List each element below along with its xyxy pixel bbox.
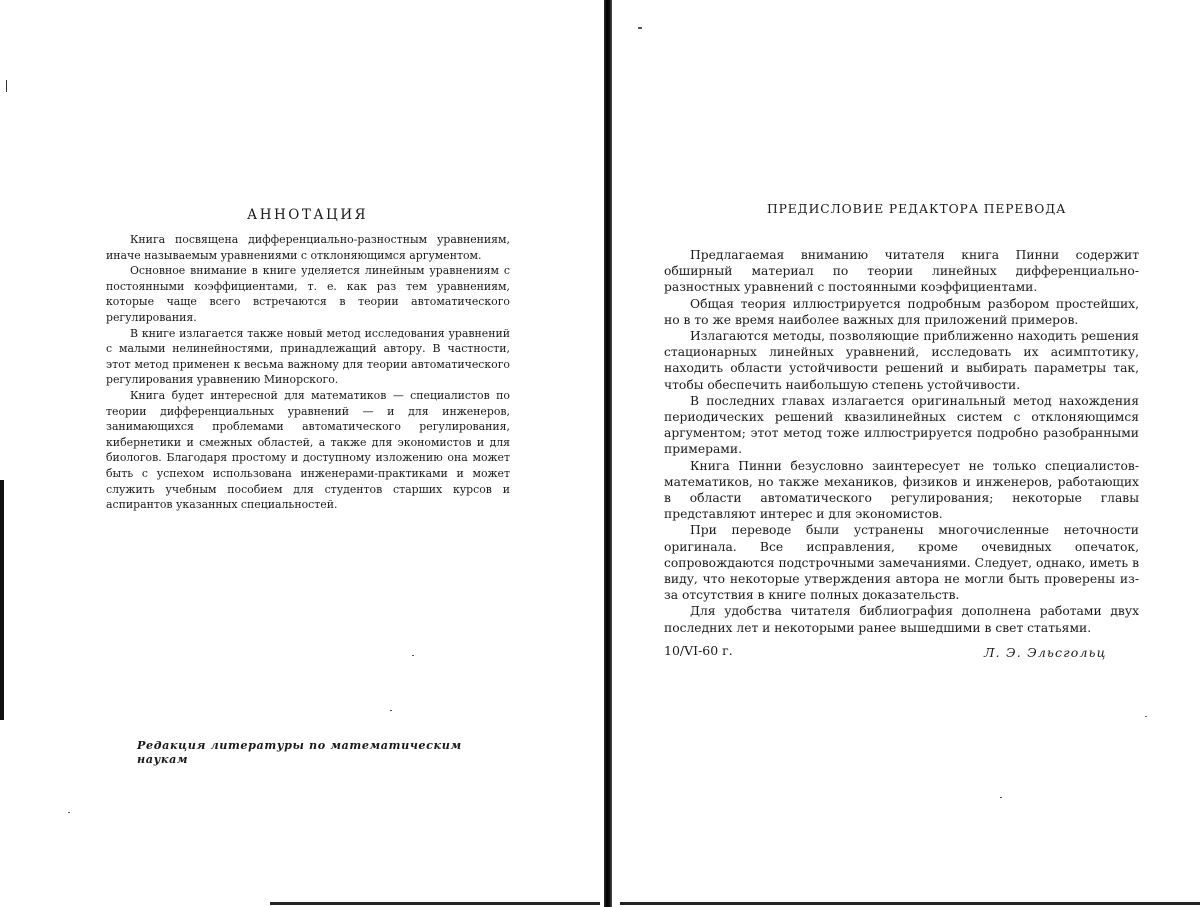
preface-paragraph: Предлагаемая вниманию читателя книга Пинни содержит обширный материал по теории линейных дифференциально-разностных уравнений с постоянными коэффициентами.	[664, 248, 1139, 295]
annotation-paragraph: Книга будет интересной для математиков — специалистов по теории дифференциальных уравнений — и для инженеров, занимающихся проблемами автоматического регулирования, кибернетики и смежных областей, а также для экономистов и для биологов. Благодаря простому и доступному изложению она может быть с успехом использована инженерами-практиками и может служить учебным пособием для студентов старших курсов и аспирантов указанных специальностей.	[106, 388, 510, 512]
annotation-paragraph: Книга посвящена дифференциально-разностным уравнениям, иначе называемым уравнениями с отклоняющимся аргументом.	[106, 233, 510, 262]
preface-paragraph: При переводе были устранены многочисленные неточности оригинала. Все исправления, кроме очевидных опечаток, сопровождаются подстрочными замечаниями. Следует, однако, иметь в виду, что некоторые утверждения автора не могли быть проверены из-за отсутствия в книге полных доказательств.	[664, 523, 1139, 603]
preface-paragraph: Общая теория иллюстрируется подробным разбором простейших, но в то же время наиболее важных для приложений примеров.	[664, 296, 1139, 327]
annotation-body	[106, 232, 510, 513]
preface-paragraph: Излагаются методы, позволяющие приближенно находить решения стационарных линейных уравнений, исследовать их асимптотику, находить области устойчивости решений и выбирать параметры так, чтобы обеспечить наибольшую степень устойчивости.	[664, 329, 1139, 392]
preface-paragraph: Книга Пинни безусловно заинтересует не только специалистов-математиков, но также механиков, физиков и инженеров, работающих в области автоматического регулирования; некоторые главы представляют интерес и для экономистов.	[664, 458, 1139, 522]
preface-paragraph: Для удобства читателя библиография дополнена работами двух последних лет и некоторыми ранее вышедшими в свет статьями.	[664, 604, 1139, 635]
preface-date: 10/VI-60 г.	[664, 643, 733, 658]
annotation-heading: АННОТАЦИЯ	[246, 207, 368, 224]
preface-paragraph: В последних главах излагается оригинальный метод нахождения периодических решений квазилинейных систем с отклоняющимся аргументом; этот метод тоже иллюстрируется подробно разобранными примерами.	[664, 393, 1139, 457]
annotation-paragraph: Основное внимание в книге уделяется линейным уравнениям с постоянными коэффициентами, т. е. как раз тем уравнениям, которые чаще всего встречаются в теории автоматического регулирования.	[106, 264, 510, 324]
book-gutter	[604, 0, 612, 907]
preface-body	[664, 247, 1139, 636]
preface-heading: ПРЕДИСЛОВИЕ РЕДАКТОРА ПЕРЕВОДА	[767, 202, 1067, 217]
annotation-paragraph: В книге излагается также новый метод исследования уравнений с малыми нелинейностями, принадлежащий автору. В частности, этот метод применен к весьма важному для теории автоматического регулирования уравнению Минорского.	[106, 326, 510, 387]
editor-signature: Л. Э. Эльсгольц	[984, 645, 1107, 660]
publisher-footer: Редакция литературы по математическим наукам	[137, 738, 462, 766]
